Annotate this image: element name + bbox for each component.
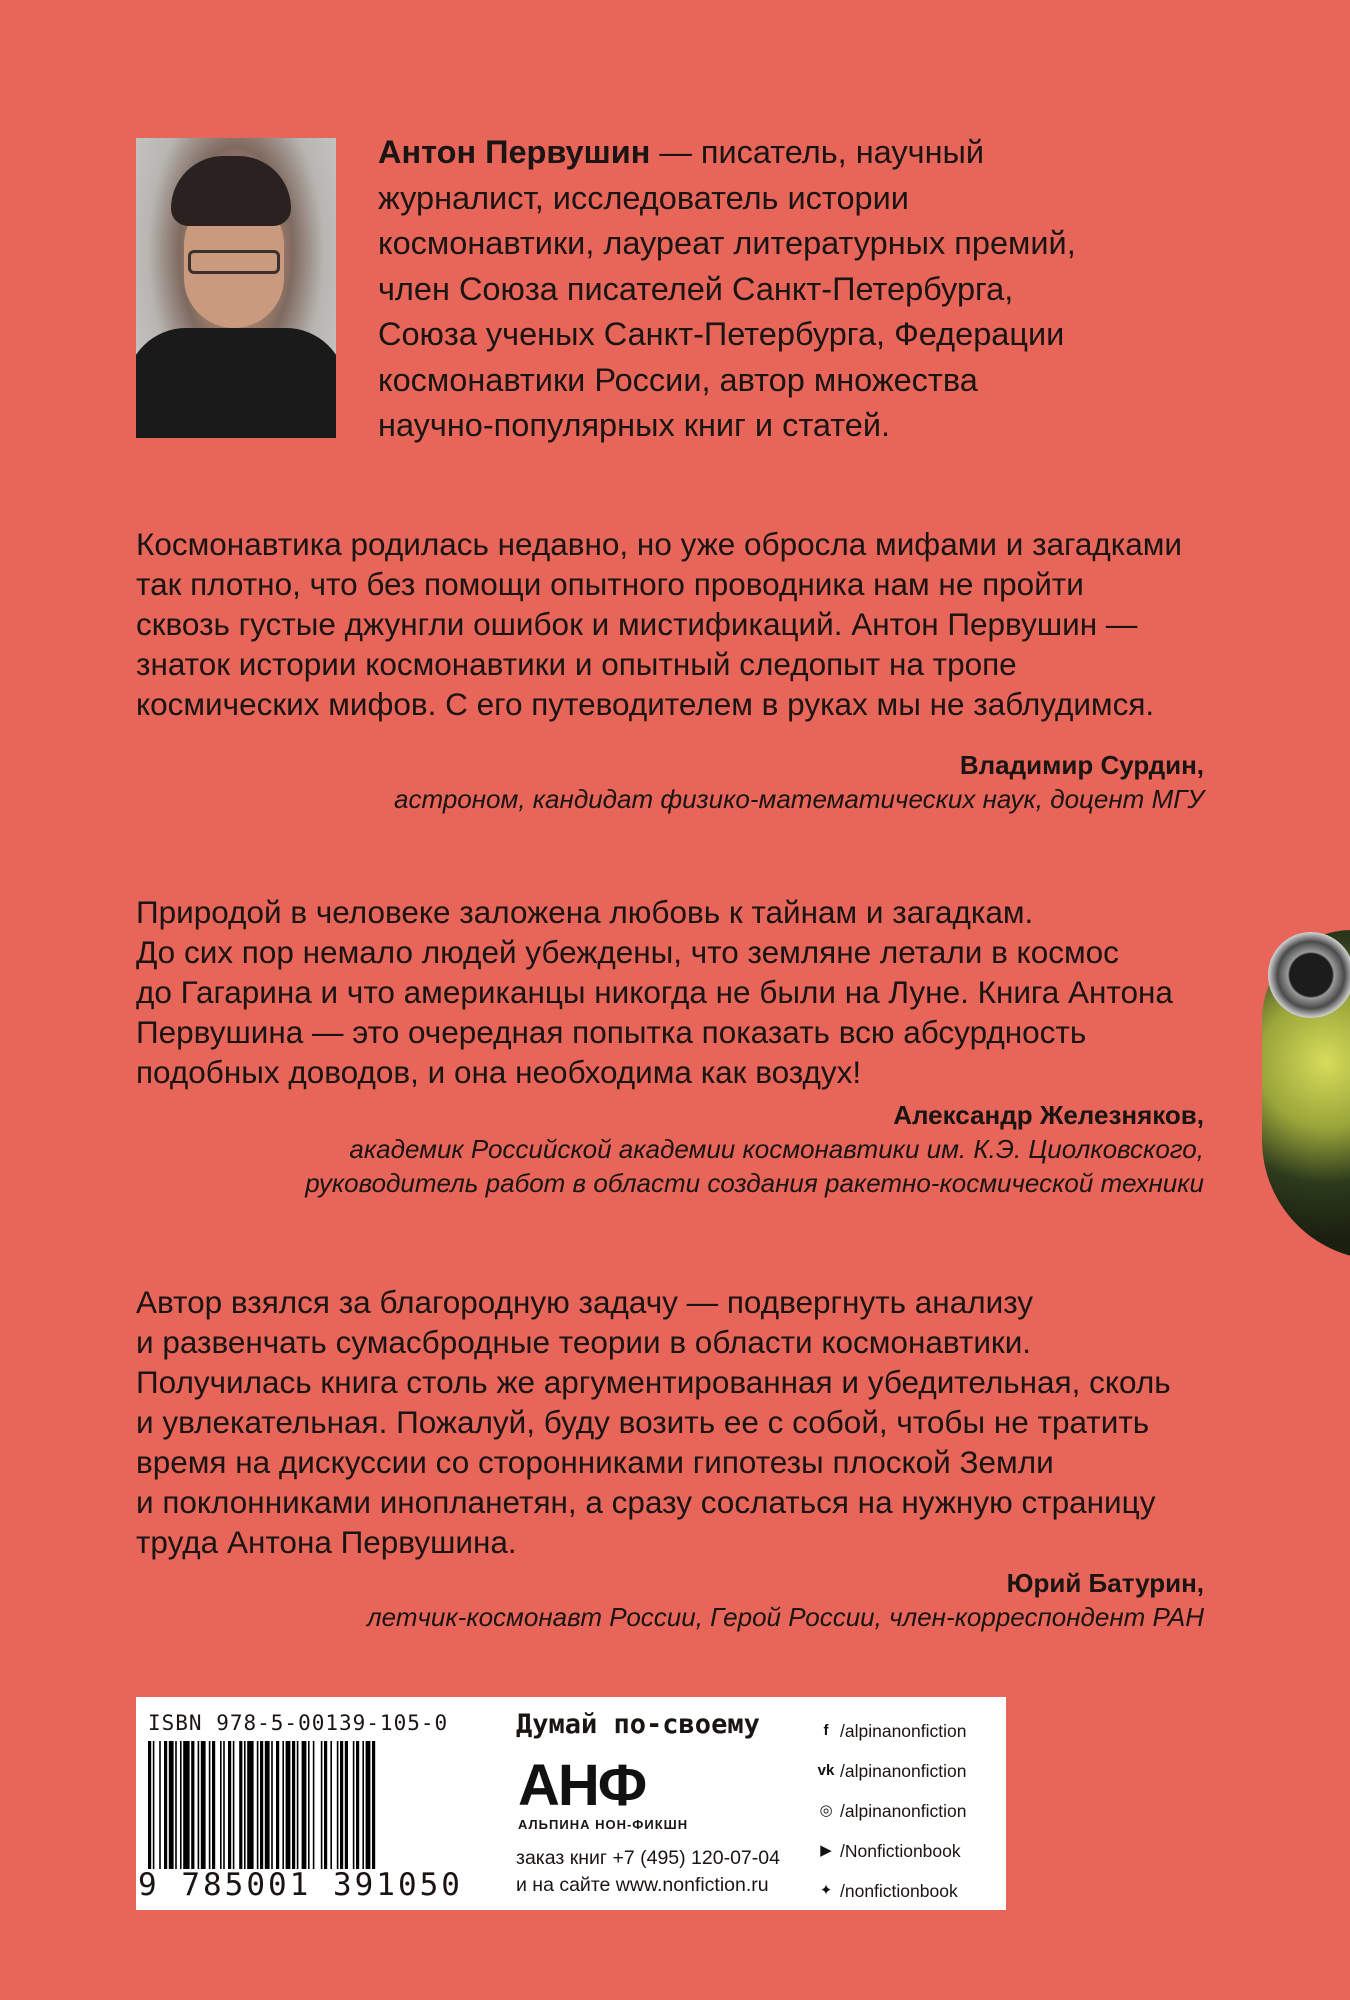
isbn-text: ISBN 978-5-00139-105-0 xyxy=(148,1711,449,1735)
vk-icon: vk xyxy=(817,1762,835,1779)
reviewer-role: академик Российской академии космонавтики им. К.Э. Циолковского, xyxy=(349,1134,1204,1164)
review-quote-3: Автор взялся за благородную задачу — подвергнуть анализу и развенчать сумасбродные теории в области космонавтики. Получилась книга столь же аргументированная и убедительная, сколь и увлекательная. Пожалуй, буду возить ее с собой, чтобы не тратить время на дискуссии со сторонниками гипотезы плоской Земли и поклонниками инопланетян, а сразу сослаться на нужную страницу труда Антона Первушина. xyxy=(136,1284,1171,1560)
author-name: Антон Первушин xyxy=(378,134,651,170)
social-link-twitter[interactable]: ✦ /nonfictionbook xyxy=(816,1871,966,1911)
publisher-logo xyxy=(518,1759,688,1811)
review-quote-1: Космонавтика родилась недавно, но уже обросла мифами и загадками так плотно, что без помощи опытного проводника нам не пройти сквозь густые джунгли ошибок и мистификаций. Антон Первушин — знаток истории космонавтики и опытный следопыт на тропе космических мифов. С его путеводителем в руках мы не заблудимся. xyxy=(136,526,1182,722)
reviewer-name: Александр Железняков, xyxy=(893,1100,1204,1130)
review-attribution-2 xyxy=(204,1098,1204,1200)
decorative-dial xyxy=(1268,932,1350,1018)
reviewer-name: Юрий Батурин, xyxy=(1006,1568,1204,1598)
facebook-icon: f xyxy=(823,1722,829,1739)
reviewer-role: летчик-космонавт России, Герой России, член-корреспондент РАН xyxy=(366,1602,1204,1632)
instagram-icon: ◎ xyxy=(819,1802,833,1819)
author-photo xyxy=(136,138,336,438)
publisher-name: АЛЬПИНА НОН-ФИКШН xyxy=(518,1817,689,1832)
author-bio: Антон Первушин — писатель, научный журналист, исследователь истории космонавтики, лауреат литературных премий, член Союза писателей Санкт-Петербурга, Союза ученых Санкт-Петербурга, Федерации космонавтики России, автор множества научно-популярных книг и статей. xyxy=(378,134,1076,443)
order-info xyxy=(516,1845,780,1899)
order-phone: заказ книг +7 (495) 120-07-04 xyxy=(516,1847,780,1869)
social-link-instagram[interactable]: ◎ /alpinanonfiction xyxy=(816,1791,966,1831)
twitter-icon: ✦ xyxy=(819,1882,833,1899)
barcode-panel xyxy=(136,1697,1006,1910)
social-link-facebook[interactable]: f /alpinanonfiction xyxy=(816,1711,966,1751)
svg-text:АНФ: АНФ xyxy=(518,1759,646,1811)
reviewer-role: руководитель работ в области создания ракетно-космической техники xyxy=(305,1168,1204,1198)
review-attribution-3 xyxy=(204,1566,1204,1634)
order-site: и на сайте www.nonfiction.ru xyxy=(516,1874,769,1896)
reviewer-name: Владимир Сурдин, xyxy=(959,750,1204,780)
review-quote-2: Природой в человеке заложена любовь к тайнам и загадкам. До сих пор немало людей убеждены, что земляне летали в космос до Гагарина и что американцы никогда не были на Луне. Книга Антона Первушина — это очередная попытка показать всю абсурдность подобных доводов, и она необходима как воздух! xyxy=(136,894,1173,1090)
slogan: Думай по-своему xyxy=(516,1709,760,1740)
social-link-vk[interactable]: vk /alpinanonfiction xyxy=(817,1761,967,1781)
barcode-number: 9 785001 391050 xyxy=(138,1867,463,1903)
youtube-icon: ▶ xyxy=(820,1842,832,1859)
social-links xyxy=(816,1711,966,1911)
barcode xyxy=(148,1741,488,1869)
reviewer-role: астроном, кандидат физико-математических наук, доцент МГУ xyxy=(394,784,1204,814)
social-link-youtube[interactable]: ▶ /Nonfictionbook xyxy=(816,1831,966,1871)
review-attribution-1 xyxy=(204,748,1204,816)
